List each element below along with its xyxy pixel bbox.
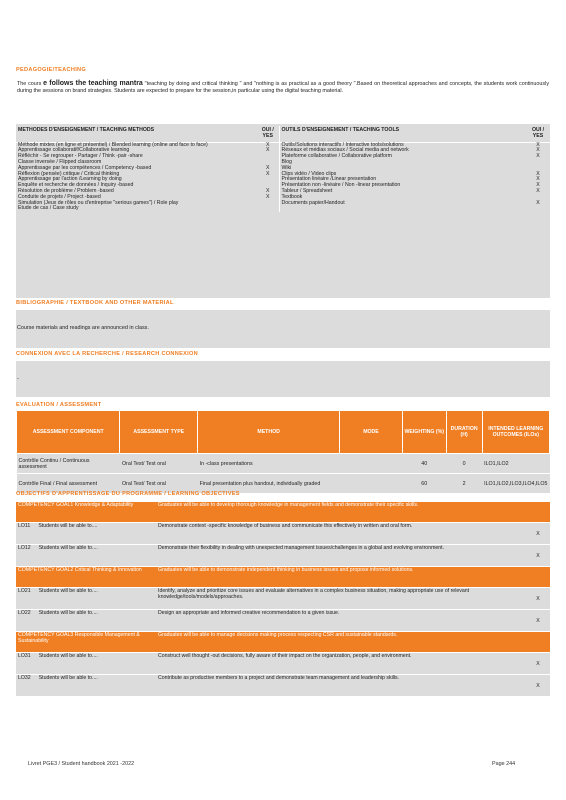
learning-outcome-code: LO12 — [18, 545, 31, 551]
assessment-ilo: ILO1,ILO2,ILO3,ILO4,ILO5 — [482, 474, 549, 494]
learning-outcome-row — [16, 653, 550, 675]
learning-outcome-label — [16, 675, 156, 697]
learning-outcome-statement: Students will be able to.... — [38, 610, 98, 616]
competency-row — [16, 502, 550, 523]
learning-outcome-description: Demonstrate their flexibility in dealing with unexpected management issues/challenges in a global and evolving environment. — [156, 545, 526, 567]
assessment-weight: 40 — [402, 454, 446, 474]
learning-outcome-row — [16, 523, 550, 545]
assessment-mode — [340, 474, 403, 494]
method-cell: Réfléchir - Se regrouper - Partager / Think -pair -share — [18, 153, 143, 160]
learning-outcome-code: LO32 — [18, 675, 31, 681]
tool-check: X — [536, 182, 540, 189]
assessment-header-row — [17, 411, 550, 454]
tool-cell — [279, 206, 526, 212]
assessment-header-cell: MODE — [340, 411, 403, 454]
tool-check: X — [536, 187, 540, 194]
assessment-duration: 2 — [446, 474, 482, 494]
methods-header: METHODES D'ENSEIGNEMENT / TEACHING METHODS — [16, 126, 257, 142]
tool-cell: Blog — [279, 160, 526, 166]
learning-outcome-label — [16, 588, 156, 610]
tool-cell: Présentation non -linéaire / Non -linear presentation — [279, 183, 526, 189]
tool-cell: Plateforme collaborative / Collaborative platform — [279, 154, 526, 160]
learning-outcome-code: LO31 — [18, 653, 31, 659]
method-cell: Conduite de projets / Project -based — [18, 193, 101, 200]
tool-cell: Textbook — [279, 195, 526, 201]
assessment-table — [16, 410, 550, 494]
tools-yes-header: OUI / YES — [526, 126, 550, 142]
learning-outcome-statement: Students will be able to.... — [38, 675, 98, 681]
assessment-header-cell: DURATION (H) — [446, 411, 482, 454]
method-check: X — [266, 164, 270, 171]
methods-yes-header: OUI / YES — [257, 126, 279, 142]
competency-description: Graduates will be able to manage decisions making process respecting CSR and sustainable standards. — [156, 632, 550, 653]
tool-check: X — [536, 199, 540, 206]
tool-cell: Tableur / Spreadsheet — [279, 189, 526, 195]
assessment-header-cell: ASSESSMENT TYPE — [120, 411, 198, 454]
learning-outcome-row — [16, 610, 550, 632]
learning-outcome-description: Identify, analyze and prioritize core issues and evaluate alternatives in a complex business situation, making appropriate use of relevant knowledge/tools/models/approaches. — [156, 588, 526, 610]
learning-outcome-code: LO22 — [18, 610, 31, 616]
learning-outcome-description: Construct well thought -out decisions, fully aware of their impact on the organization, people, and environment. — [156, 653, 526, 675]
assessment-header-cell: ASSESSMENT COMPONENT — [17, 411, 120, 454]
pedagogy-title: PEDAGOGIE/TEACHING — [16, 67, 87, 73]
methods-header-row — [16, 126, 550, 142]
tool-cell: Clips vidéo / Video clips — [279, 172, 526, 178]
methods-row — [16, 206, 550, 212]
method-cell: Classe inversée / Flipped classroom — [18, 158, 102, 165]
learning-outcome-statement: Students will be able to.... — [38, 588, 98, 594]
learning-objectives-table — [16, 502, 550, 697]
research-title: CONNEXION AVEC LA RECHERCHE / RESEARCH CONNEXION — [16, 351, 199, 357]
competency-goal: COMPETENCY GOAL1 Knowledge & Adaptability — [16, 502, 156, 523]
method-cell: Enquête et recherche de données / Inquiry -based — [18, 182, 134, 189]
assessment-method: Final presentation plus handout, individually graded — [198, 474, 340, 494]
learning-outcome-check: X — [526, 675, 550, 697]
learning-outcome-statement: Students will be able to.... — [38, 523, 98, 529]
learning-outcome-code: LO21 — [18, 588, 31, 594]
assessment-mode — [340, 454, 403, 474]
learning-outcome-code: LO11 — [18, 523, 31, 529]
tools-header: OUTILS D'ENSEIGNEMENT / TEACHING TOOLS — [279, 126, 526, 142]
assessment-type: Oral Test/ Test oral — [120, 454, 198, 474]
learning-outcome-description: Demonstrate context -specific knowledge of business and communicate this effectively in written and oral form. — [156, 523, 526, 545]
learning-outcome-statement: Students will be able to.... — [38, 653, 98, 659]
footer-page-number: Page 244 — [492, 761, 516, 767]
learning-outcome-check: X — [526, 610, 550, 632]
learning-outcome-statement: Students will be able to.... — [38, 545, 98, 551]
assessment-method: In -class presentations — [198, 454, 340, 474]
method-cell: Méthode mixtes (en ligne et présentiel) / Blended learning (online and face to face) — [18, 141, 208, 148]
method-check: X — [266, 147, 270, 154]
learning-outcome-description: Contribute as productive members to a project and demonstrate team management and leadership skills. — [156, 675, 526, 697]
tool-check: X — [536, 153, 540, 160]
teaching-methods-table — [16, 126, 550, 212]
tool-check: X — [536, 141, 540, 148]
competency-description: Graduates will be able to demonstrate independent thinking in business issues and propose informed solutions. — [156, 567, 550, 588]
footer-handbook: Livret PGE3 / Student handbook 2021 -2022 — [28, 761, 135, 767]
tool-cell: Documents papier/Handout — [279, 201, 526, 207]
evaluation-title: EVALUATION / ASSESSMENT — [16, 402, 102, 408]
learning-outcome-description: Design an appropriate and informed creative recommendation to a given issue. — [156, 610, 526, 632]
assessment-ilo: ILO1,ILO2 — [482, 454, 549, 474]
learning-outcome-check: X — [526, 588, 550, 610]
learning-outcome-check: X — [526, 523, 550, 545]
method-cell: Simulation (Jeux de rôles ou d'entreprise "serious games") / Role play — [18, 199, 179, 206]
learning-outcome-label — [16, 545, 156, 567]
objectives-title: OBJECTIFS D'APPRENTISSAGE DU PROGRAMME / LEARNING OBJECTIVES — [16, 491, 240, 497]
assessment-header-cell: METHOD — [198, 411, 340, 454]
competency-description: Graduates will be able to develop thorough knowledge in management fields and demonstrate their specific skills. — [156, 502, 550, 523]
learning-outcome-check: X — [526, 653, 550, 675]
assessment-header-cell: INTENDED LEARNING OUTCOMES (ILOs) — [482, 411, 549, 454]
learning-outcome-row — [16, 545, 550, 567]
method-check: X — [266, 187, 270, 194]
learning-outcome-row — [16, 588, 550, 610]
competency-row — [16, 632, 550, 653]
bibliography-title: BIBLIOGRAPHIE / TEXTBOOK AND OTHER MATERIAL — [16, 300, 174, 306]
method-cell: Etude de cas / Case study — [18, 205, 79, 212]
learning-outcome-label — [16, 653, 156, 675]
competency-row — [16, 567, 550, 588]
pedagogy-text: The cours e follows the teaching mantra "teaching by doing and critical thinking " and "nothing is as practical as a good theory ".Based on theoretical approaches and concepts, the students work continuously during the sessions on brand strategies. Students are expected to prepare for the session,in particular using the digital teaching material. — [17, 80, 550, 94]
tool-cell: Présentation linéaire /Linear presentation — [279, 177, 526, 183]
tool-check — [526, 206, 550, 212]
method-check — [257, 206, 279, 212]
bibliography-text: Course materials and readings are announced in class. — [17, 325, 149, 331]
method-check: X — [266, 141, 270, 148]
method-cell: Réflexion (pensée) critique / Critical thinking — [18, 170, 120, 177]
tool-check: X — [536, 147, 540, 154]
assessment-component: Contrôle Final / Final assessment — [17, 474, 120, 494]
tool-check: X — [536, 176, 540, 183]
assessment-type: Oral Test/ Test oral — [120, 474, 198, 494]
learning-outcome-label — [16, 523, 156, 545]
assessment-component: Contrôle Continu / Continuous assessment — [17, 454, 120, 474]
assessment-row — [17, 454, 550, 474]
competency-goal: COMPETENCY GOAL2 Critical Thinking & Innovation — [16, 567, 156, 588]
method-cell: Apprentissage collaboratif/Collaborative learning — [18, 147, 130, 154]
method-cell: Apprentissage par les compétences / Competency -based — [18, 164, 152, 171]
assessment-header-cell: WEIGHTING (%) — [402, 411, 446, 454]
competency-goal: COMPETENCY GOAL3 Responsible Management & Sustainability — [16, 632, 156, 653]
method-check: X — [266, 170, 270, 177]
learning-outcome-check: X — [526, 545, 550, 567]
method-cell: Résolution de problème / Problem -based — [18, 187, 114, 194]
method-cell: Apprentissage par l'action /Learning by doing — [18, 176, 122, 183]
research-text: - — [17, 376, 19, 382]
assessment-duration: 0 — [446, 454, 482, 474]
assessment-weight: 60 — [402, 474, 446, 494]
tool-cell: Réseaux et médias sociaux / Social media and network — [279, 148, 526, 154]
tool-check: X — [536, 170, 540, 177]
tool-cell: Wiki — [279, 166, 526, 172]
tool-cell: Outils/Solutions interactifs / Interactive tools/solutions — [279, 142, 526, 148]
learning-outcome-label — [16, 610, 156, 632]
learning-outcome-row — [16, 675, 550, 697]
method-check: X — [266, 193, 270, 200]
